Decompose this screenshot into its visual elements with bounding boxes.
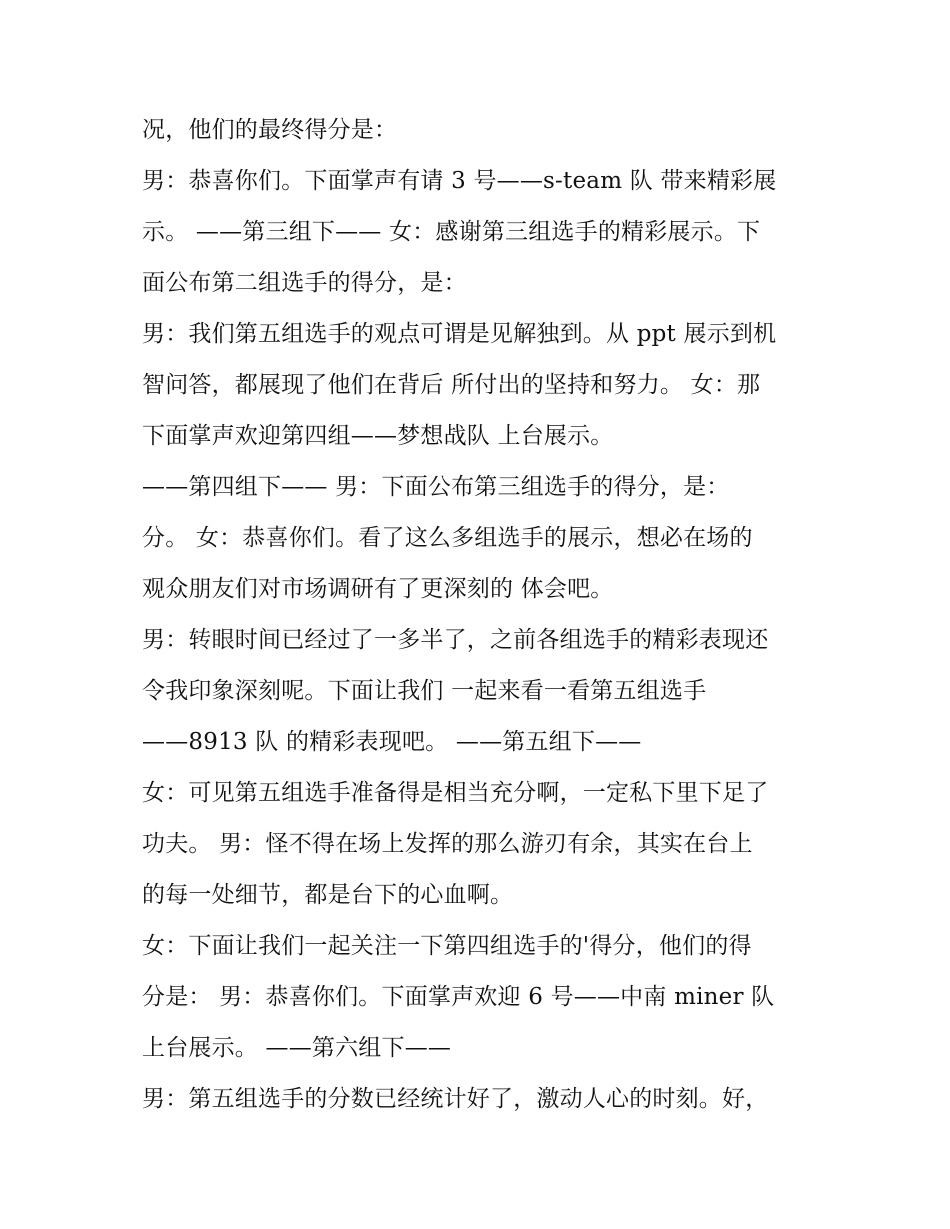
text-line: 功夫。 男：怪不得在场上发挥的那么游刃有余，其实在台上 <box>142 831 753 857</box>
text-line: 上台展示。 ——第六组下—— <box>142 1035 452 1061</box>
text-line: 下面掌声欢迎第四组——梦想战队 上台展示。 <box>142 423 614 449</box>
text-line: 男：转眼时间已经过了一多半了，之前各组选手的精彩表现还 <box>142 627 769 653</box>
text-line: 观众朋友们对市场调研有了更深刻的 体会吧。 <box>142 576 614 602</box>
text-line: 令我印象深刻呢。下面让我们 一起来看一看第五组选手 <box>142 678 707 704</box>
text-line: 的每一处细节，都是台下的心血啊。 <box>142 882 514 908</box>
text-line: 况，他们的最终得分是： <box>142 117 398 143</box>
text-line: 示。 ——第三组下—— 女：感谢第三组选手的精彩展示。下 <box>142 219 761 245</box>
text-line: 男：第五组选手的分数已经统计好了，激动人心的时刻。好， <box>142 1086 769 1112</box>
text-line: 面公布第二组选手的得分，是： <box>142 270 467 296</box>
text-line: ——第四组下—— 男：下面公布第三组选手的得分，是： <box>142 474 730 500</box>
script-text <box>142 105 822 1125</box>
text-line: 男：我们第五组选手的观点可谓是见解独到。从 ppt 展示到机 <box>142 321 777 347</box>
text-line: 智问答，都展现了他们在背后 所付出的坚持和努力。 女：那 <box>142 372 761 398</box>
text-line: 女：下面让我们一起关注一下第四组选手的'得分，他们的得 <box>142 933 752 959</box>
text-line: 分是： 男：恭喜你们。下面掌声欢迎 6 号——中南 miner 队 <box>142 984 775 1010</box>
text-line: 男：恭喜你们。下面掌声有请 3 号——s-team 队 带来精彩展 <box>142 168 777 194</box>
text-line: 分。 女：恭喜你们。看了这么多组选手的展示，想必在场的 <box>142 525 753 551</box>
text-line: ——8913 队 的精彩表现吧。 ——第五组下—— <box>142 729 642 755</box>
text-line: 女：可见第五组选手准备得是相当充分啊，一定私下里下足了 <box>142 780 769 806</box>
